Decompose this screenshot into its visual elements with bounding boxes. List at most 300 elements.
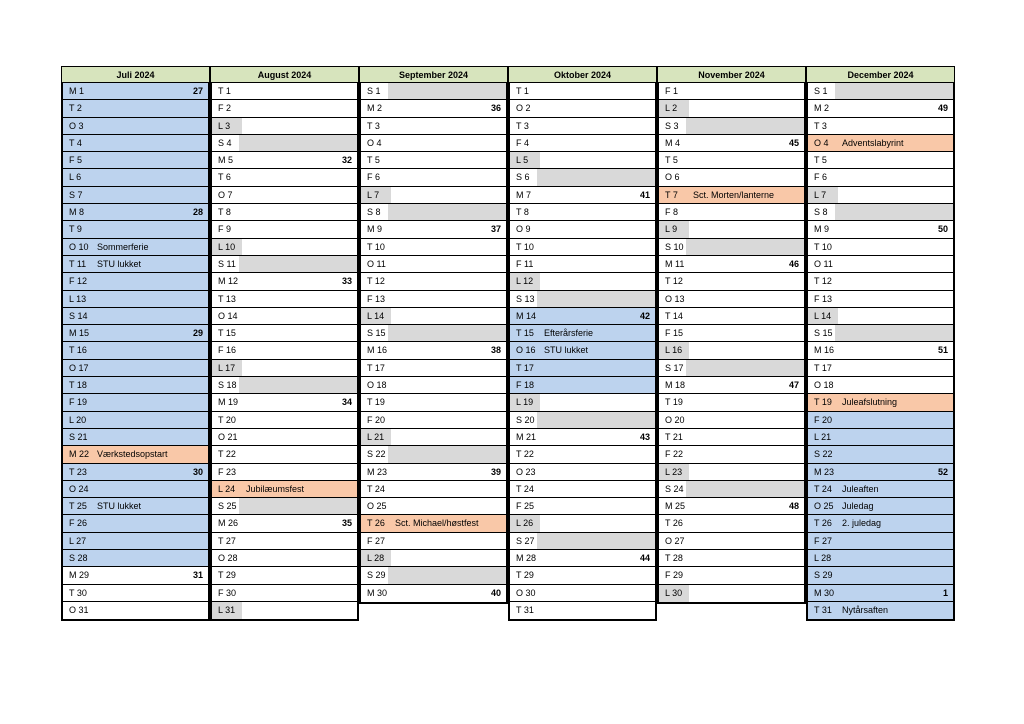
day-row bbox=[808, 429, 953, 446]
day-row bbox=[659, 325, 804, 342]
day-row bbox=[63, 446, 208, 463]
day-row bbox=[659, 412, 804, 429]
day-row bbox=[63, 135, 208, 152]
day-row bbox=[808, 464, 953, 481]
day-label: T 18 bbox=[69, 380, 87, 391]
day-label: T 31 bbox=[814, 604, 832, 615]
month-header: August 2024 bbox=[210, 66, 359, 83]
day-label: M 7 bbox=[516, 189, 532, 200]
day-label: S 8 bbox=[367, 207, 381, 218]
day-row bbox=[808, 100, 953, 117]
day-label: T 21 bbox=[665, 431, 683, 442]
day-row bbox=[212, 100, 357, 117]
day-row bbox=[212, 291, 357, 308]
day-label: F 30 bbox=[218, 587, 237, 598]
day-row bbox=[510, 256, 655, 273]
day-row bbox=[659, 550, 804, 567]
day-row bbox=[510, 342, 655, 359]
day-row bbox=[808, 239, 953, 256]
week-number: 45 bbox=[788, 137, 799, 148]
day-row bbox=[212, 394, 357, 411]
day-label: L 2 bbox=[665, 103, 678, 114]
day-row bbox=[63, 325, 208, 342]
day-row bbox=[63, 273, 208, 290]
day-label: T 8 bbox=[516, 207, 529, 218]
day-row bbox=[659, 342, 804, 359]
day-label: F 23 bbox=[218, 466, 237, 477]
day-label: T 24 bbox=[814, 483, 832, 494]
day-label: T 12 bbox=[367, 276, 385, 287]
day-row bbox=[63, 550, 208, 567]
day-row bbox=[212, 412, 357, 429]
day-label: M 12 bbox=[218, 276, 239, 287]
day-row bbox=[63, 204, 208, 221]
day-label: M 9 bbox=[367, 224, 383, 235]
day-label: L 30 bbox=[665, 587, 683, 598]
day-row bbox=[808, 602, 953, 619]
day-row bbox=[808, 377, 953, 394]
day-label: L 3 bbox=[218, 120, 231, 131]
event-note: Adventslabyrint bbox=[842, 137, 904, 148]
day-row bbox=[63, 567, 208, 584]
day-row bbox=[510, 550, 655, 567]
day-row bbox=[63, 118, 208, 135]
day-label: S 7 bbox=[69, 189, 83, 200]
event-note: Sommerferie bbox=[97, 241, 149, 252]
week-number: 28 bbox=[192, 207, 203, 218]
day-label: O 28 bbox=[218, 553, 238, 564]
week-number: 50 bbox=[937, 224, 948, 235]
day-label: T 19 bbox=[814, 397, 832, 408]
day-label: F 18 bbox=[516, 380, 535, 391]
day-row bbox=[659, 498, 804, 515]
day-row bbox=[659, 585, 804, 602]
day-row bbox=[659, 221, 804, 238]
day-label: M 1 bbox=[69, 86, 85, 96]
day-label: L 7 bbox=[367, 189, 380, 200]
weekend-shade bbox=[388, 446, 506, 462]
day-label: S 28 bbox=[69, 553, 88, 564]
day-row bbox=[63, 239, 208, 256]
day-label: O 11 bbox=[814, 258, 833, 269]
weekend-shade bbox=[388, 567, 506, 583]
day-row bbox=[212, 325, 357, 342]
day-label: T 26 bbox=[367, 518, 385, 529]
day-row bbox=[808, 481, 953, 498]
day-row bbox=[63, 377, 208, 394]
day-row bbox=[510, 221, 655, 238]
event-note: Sct. Morten/lanterne bbox=[693, 189, 775, 200]
day-row bbox=[808, 412, 953, 429]
day-row bbox=[808, 152, 953, 169]
day-row bbox=[63, 221, 208, 238]
day-label: O 18 bbox=[814, 380, 834, 391]
day-label: T 26 bbox=[665, 518, 683, 529]
month-column bbox=[359, 66, 508, 621]
day-row bbox=[808, 585, 953, 602]
day-row bbox=[510, 464, 655, 481]
day-row bbox=[63, 481, 208, 498]
day-label: F 12 bbox=[69, 276, 88, 287]
week-number: 32 bbox=[341, 155, 352, 166]
day-label: M 30 bbox=[814, 587, 835, 598]
day-row bbox=[212, 515, 357, 532]
day-label: L 17 bbox=[218, 362, 236, 373]
day-row bbox=[361, 83, 506, 100]
day-label: F 13 bbox=[814, 293, 833, 304]
day-label: L 19 bbox=[516, 397, 534, 408]
day-row bbox=[808, 308, 953, 325]
day-label: M 16 bbox=[367, 345, 388, 356]
day-row bbox=[212, 464, 357, 481]
day-label: L 28 bbox=[367, 553, 385, 564]
day-row bbox=[510, 187, 655, 204]
day-label: O 10 bbox=[69, 241, 89, 252]
day-label: M 14 bbox=[516, 310, 537, 321]
day-row bbox=[510, 515, 655, 532]
day-label: L 10 bbox=[218, 241, 236, 252]
day-label: S 29 bbox=[814, 570, 833, 581]
day-row bbox=[63, 83, 208, 100]
day-label: T 12 bbox=[665, 276, 683, 287]
day-label: T 19 bbox=[367, 397, 385, 408]
week-number: 31 bbox=[192, 570, 203, 581]
day-label: S 8 bbox=[814, 207, 828, 218]
day-label: M 19 bbox=[218, 397, 239, 408]
day-label: S 10 bbox=[665, 241, 684, 252]
day-label: F 20 bbox=[814, 414, 833, 425]
weekend-shade bbox=[835, 204, 953, 220]
day-row bbox=[212, 273, 357, 290]
day-label: F 4 bbox=[516, 137, 530, 148]
day-row bbox=[808, 533, 953, 550]
weekend-shade bbox=[388, 204, 506, 220]
day-row bbox=[510, 360, 655, 377]
day-row bbox=[63, 464, 208, 481]
day-label: S 4 bbox=[218, 137, 232, 148]
weekend-shade bbox=[686, 239, 804, 255]
day-row bbox=[361, 187, 506, 204]
day-row bbox=[361, 412, 506, 429]
day-label: S 22 bbox=[367, 449, 386, 460]
day-label: T 6 bbox=[218, 172, 231, 183]
day-label: M 29 bbox=[69, 570, 90, 581]
day-label: T 23 bbox=[69, 466, 87, 477]
day-row bbox=[63, 308, 208, 325]
day-row bbox=[510, 429, 655, 446]
day-label: T 24 bbox=[367, 483, 385, 494]
day-label: S 22 bbox=[814, 449, 833, 460]
day-row bbox=[659, 394, 804, 411]
day-row bbox=[659, 118, 804, 135]
day-row bbox=[361, 204, 506, 221]
day-row bbox=[361, 135, 506, 152]
day-row bbox=[510, 412, 655, 429]
event-note: Værkstedsopstart bbox=[97, 449, 168, 460]
day-label: F 2 bbox=[218, 103, 232, 114]
day-label: L 6 bbox=[69, 172, 82, 183]
day-row bbox=[808, 291, 953, 308]
day-row bbox=[63, 100, 208, 117]
day-label: M 2 bbox=[814, 103, 830, 114]
day-label: O 21 bbox=[218, 431, 238, 442]
day-label: O 3 bbox=[69, 120, 84, 131]
day-label: T 22 bbox=[218, 449, 236, 460]
day-row bbox=[361, 377, 506, 394]
day-row bbox=[808, 394, 953, 411]
day-label: T 10 bbox=[367, 241, 385, 252]
day-row bbox=[659, 239, 804, 256]
day-row bbox=[361, 533, 506, 550]
day-label: S 3 bbox=[665, 120, 679, 131]
day-label: T 29 bbox=[218, 570, 236, 581]
day-label: M 9 bbox=[814, 224, 830, 235]
event-note: Juleaften bbox=[842, 483, 879, 494]
day-label: M 22 bbox=[69, 449, 90, 460]
day-label: T 29 bbox=[516, 570, 534, 581]
event-note: Efterårsferie bbox=[544, 328, 594, 339]
day-label: T 8 bbox=[218, 207, 231, 218]
day-label: M 18 bbox=[665, 380, 686, 391]
day-row bbox=[212, 342, 357, 359]
event-note: Juleafslutning bbox=[842, 397, 898, 408]
day-row bbox=[212, 602, 357, 619]
day-label: T 10 bbox=[814, 241, 832, 252]
day-label: O 24 bbox=[69, 483, 89, 494]
week-number: 42 bbox=[639, 310, 650, 321]
day-row bbox=[212, 446, 357, 463]
day-label: O 27 bbox=[665, 535, 685, 546]
day-row bbox=[510, 325, 655, 342]
day-label: S 20 bbox=[516, 414, 535, 425]
day-row bbox=[212, 152, 357, 169]
day-label: T 3 bbox=[814, 120, 827, 131]
day-row bbox=[659, 429, 804, 446]
day-label: L 7 bbox=[814, 189, 827, 200]
calendar-grid bbox=[61, 66, 955, 621]
day-label: L 27 bbox=[69, 535, 87, 546]
day-label: O 7 bbox=[218, 189, 233, 200]
day-row bbox=[659, 204, 804, 221]
day-row bbox=[808, 118, 953, 135]
day-label: T 13 bbox=[218, 293, 236, 304]
event-note: Juledag bbox=[842, 501, 874, 512]
day-row bbox=[361, 342, 506, 359]
event-note: STU lukket bbox=[97, 501, 142, 512]
week-number: 35 bbox=[341, 518, 352, 529]
day-row bbox=[63, 602, 208, 619]
weekend-shade bbox=[388, 83, 506, 99]
day-row bbox=[659, 360, 804, 377]
day-label: S 18 bbox=[218, 380, 237, 391]
month-column bbox=[657, 66, 806, 621]
day-row bbox=[212, 533, 357, 550]
weekend-shade bbox=[835, 325, 953, 341]
day-row bbox=[510, 585, 655, 602]
day-label: F 26 bbox=[69, 518, 88, 529]
weekend-shade bbox=[388, 325, 506, 341]
day-label: F 6 bbox=[814, 172, 828, 183]
day-row bbox=[361, 152, 506, 169]
week-number: 38 bbox=[490, 345, 501, 356]
day-row bbox=[361, 256, 506, 273]
day-label: O 17 bbox=[69, 362, 89, 373]
day-label: T 1 bbox=[516, 86, 529, 96]
weekend-shade bbox=[686, 118, 804, 134]
day-label: L 31 bbox=[218, 604, 236, 615]
weekend-shade bbox=[239, 256, 357, 272]
day-label: S 21 bbox=[69, 431, 88, 442]
day-label: F 19 bbox=[69, 397, 88, 408]
day-label: L 26 bbox=[516, 518, 534, 529]
day-row bbox=[659, 135, 804, 152]
day-row bbox=[63, 412, 208, 429]
day-label: T 1 bbox=[218, 86, 231, 96]
day-row bbox=[361, 464, 506, 481]
day-row bbox=[808, 342, 953, 359]
day-row bbox=[659, 533, 804, 550]
month-days bbox=[210, 83, 359, 621]
day-label: S 1 bbox=[367, 86, 381, 96]
day-row bbox=[212, 377, 357, 394]
day-label: O 18 bbox=[367, 380, 387, 391]
day-row bbox=[63, 429, 208, 446]
week-number: 43 bbox=[639, 431, 650, 442]
day-label: T 15 bbox=[516, 328, 534, 339]
day-row bbox=[361, 239, 506, 256]
day-row bbox=[63, 187, 208, 204]
week-number: 46 bbox=[788, 258, 799, 269]
day-row bbox=[510, 498, 655, 515]
day-row bbox=[361, 567, 506, 584]
week-number: 34 bbox=[341, 397, 352, 408]
day-row bbox=[659, 187, 804, 204]
day-row bbox=[510, 273, 655, 290]
day-row bbox=[510, 118, 655, 135]
day-row bbox=[510, 291, 655, 308]
day-label: F 9 bbox=[218, 224, 232, 235]
event-note: Jubilæumsfest bbox=[246, 483, 305, 494]
month-header: November 2024 bbox=[657, 66, 806, 83]
day-label: T 17 bbox=[516, 362, 534, 373]
day-label: T 4 bbox=[69, 137, 82, 148]
day-label: O 11 bbox=[367, 258, 386, 269]
day-label: O 13 bbox=[665, 293, 685, 304]
day-row bbox=[63, 533, 208, 550]
day-row bbox=[808, 83, 953, 100]
month-days bbox=[359, 83, 508, 604]
day-label: S 1 bbox=[814, 86, 828, 96]
day-row bbox=[212, 429, 357, 446]
week-number: 49 bbox=[937, 103, 948, 114]
day-label: M 26 bbox=[218, 518, 239, 529]
day-row bbox=[212, 187, 357, 204]
day-row bbox=[212, 360, 357, 377]
day-label: L 12 bbox=[516, 276, 534, 287]
day-label: T 12 bbox=[814, 276, 832, 287]
event-note: Sct. Michael/høstfest bbox=[395, 518, 479, 529]
day-row bbox=[510, 308, 655, 325]
day-row bbox=[361, 585, 506, 602]
day-row bbox=[212, 135, 357, 152]
day-row bbox=[361, 446, 506, 463]
day-label: M 5 bbox=[218, 155, 234, 166]
event-note: 2. juledag bbox=[842, 518, 882, 529]
day-label: O 25 bbox=[367, 501, 387, 512]
day-label: F 20 bbox=[367, 414, 386, 425]
day-row bbox=[808, 325, 953, 342]
day-label: T 26 bbox=[814, 518, 832, 529]
day-label: L 9 bbox=[665, 224, 678, 235]
day-label: F 5 bbox=[69, 155, 83, 166]
day-row bbox=[659, 446, 804, 463]
month-header: Juli 2024 bbox=[61, 66, 210, 83]
weekend-shade bbox=[835, 83, 953, 99]
day-row bbox=[212, 118, 357, 135]
day-label: S 14 bbox=[69, 310, 88, 321]
day-label: S 13 bbox=[516, 293, 535, 304]
day-label: M 30 bbox=[367, 587, 388, 598]
day-row bbox=[212, 308, 357, 325]
day-label: O 4 bbox=[367, 137, 382, 148]
day-label: T 25 bbox=[69, 501, 87, 512]
day-label: T 17 bbox=[814, 362, 832, 373]
day-label: T 7 bbox=[665, 189, 678, 200]
day-row bbox=[63, 152, 208, 169]
day-label: T 2 bbox=[69, 103, 82, 114]
month-days bbox=[508, 83, 657, 621]
day-row bbox=[659, 308, 804, 325]
day-row bbox=[510, 239, 655, 256]
day-row bbox=[659, 291, 804, 308]
day-label: M 4 bbox=[665, 137, 681, 148]
weekend-shade bbox=[537, 291, 655, 307]
day-row bbox=[510, 567, 655, 584]
day-row bbox=[510, 377, 655, 394]
day-label: L 23 bbox=[665, 466, 683, 477]
day-row bbox=[659, 100, 804, 117]
day-row bbox=[361, 429, 506, 446]
day-row bbox=[808, 550, 953, 567]
day-label: L 16 bbox=[665, 345, 683, 356]
day-row bbox=[510, 204, 655, 221]
day-row bbox=[808, 515, 953, 532]
day-label: S 15 bbox=[367, 328, 386, 339]
week-number: 48 bbox=[788, 501, 799, 512]
day-row bbox=[212, 256, 357, 273]
day-label: O 16 bbox=[516, 345, 536, 356]
month-column bbox=[806, 66, 955, 621]
day-row bbox=[212, 567, 357, 584]
weekend-shade bbox=[239, 135, 357, 151]
day-label: T 17 bbox=[367, 362, 385, 373]
day-label: T 9 bbox=[69, 224, 82, 235]
day-row bbox=[808, 567, 953, 584]
day-label: T 3 bbox=[516, 120, 529, 131]
day-label: S 17 bbox=[665, 362, 684, 373]
day-label: M 21 bbox=[516, 431, 537, 442]
day-label: O 4 bbox=[814, 137, 829, 148]
month-column bbox=[61, 66, 210, 621]
day-row bbox=[659, 152, 804, 169]
day-label: S 6 bbox=[516, 172, 530, 183]
event-note: Nytårsaften bbox=[842, 604, 889, 615]
day-label: F 13 bbox=[367, 293, 386, 304]
day-row bbox=[212, 221, 357, 238]
day-label: L 13 bbox=[69, 293, 87, 304]
day-row bbox=[808, 135, 953, 152]
week-number: 51 bbox=[937, 345, 948, 356]
